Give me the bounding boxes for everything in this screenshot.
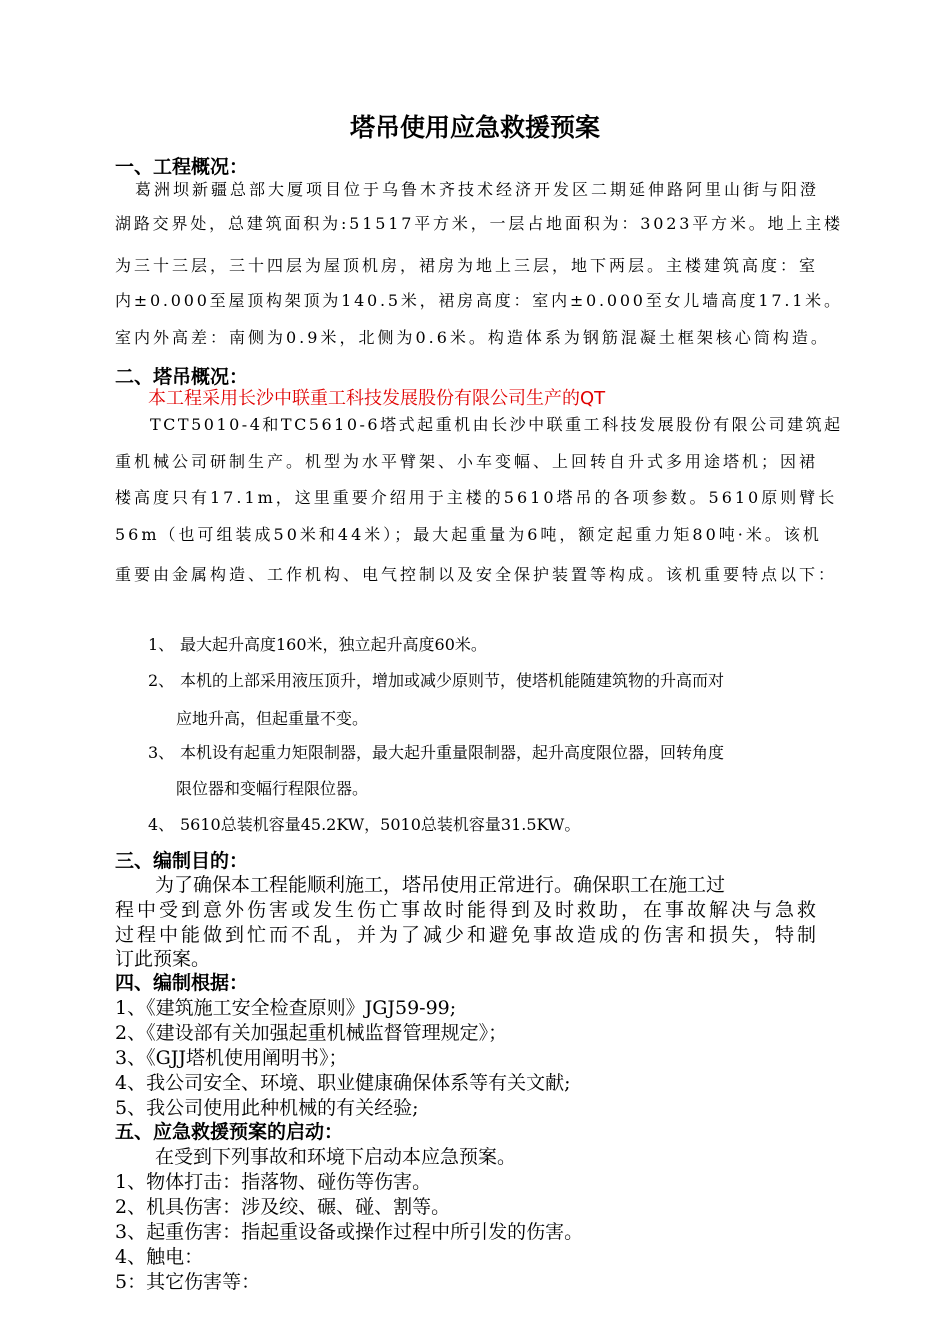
section-1-heading: 一、工程概况： (115, 156, 249, 178)
section-3-line: 程中受到意外伤害或发生伤亡事故时能得到及时救助，在事故解决与急救 (115, 899, 820, 921)
document-title: 塔吊使用应急救援预案 (349, 113, 600, 142)
section-3-line: 订此预案。 (115, 948, 211, 970)
list-item-text: 5610总装机容量45.2KW，5010总装机容量31.5KW。 (180, 815, 581, 834)
section-3-line: 过程中能做到忙而不乱，并为了减少和避免事故造成的伤害和损失，特制 (115, 924, 820, 946)
section-4-heading: 四、编制根据： (115, 972, 249, 994)
reference-item: 2、《建设部有关加强起重机械监督管理规定》； (115, 1022, 508, 1044)
list-item-number: 2、 (148, 671, 175, 690)
section-1-line: 室内外高差：南侧为0.9米，北侧为0.6米。构造体系为钢筋混凝土框架核心筒构造。 (115, 328, 830, 347)
reference-item: 3、《GJJ塔机使用阐明书》； (115, 1047, 348, 1069)
list-item-text: 限位器和变幅行程限位器。 (176, 779, 369, 798)
list-item-text: 本机的上部采用液压顶升，增加或减少原则节，使塔机能随建筑物的升高而对 (180, 671, 725, 690)
section-2-line: 56m（也可组装成50米和44米）；最大起重量为6吨，额定起重力矩80吨·米。该机 (115, 525, 822, 544)
list-item-text: 应地升高，但起重量不变。 (176, 709, 369, 728)
reference-item: 5、我公司使用此种机械的有关经验; (115, 1097, 419, 1119)
section-1-line: 湖路交界处，总建筑面积为:51517平方米，一层占地面积为：3023平方米。地上主楼 (115, 214, 843, 233)
section-2-line: 重机械公司研制生产。机型为水平臂架、小车变幅、上回转自升式多用途塔机；因裙 (115, 452, 819, 471)
section-5-line: 在受到下列事故和环境下启动本应急预案。 (155, 1146, 517, 1168)
list-item-number: 3、 (148, 743, 175, 762)
section-5-heading: 五、应急救援预案的启动： (115, 1121, 344, 1143)
section-3-heading: 三、编制目的： (115, 850, 249, 872)
section-5-line: 2、机具伤害：涉及绞、碾、碰、割等。 (115, 1196, 451, 1218)
reference-item: 4、我公司安全、环境、职业健康确保体系等有关文献; (115, 1072, 571, 1094)
section-3-line: 为了确保本工程能顺利施工，塔吊使用正常进行。确保职工在施工过 (155, 874, 726, 896)
section-2-line: TCT5010-4和TC5610-6塔式起重机由长沙中联重工科技发展股份有限公司建筑起 (150, 415, 843, 434)
section-2-line: 重要由金属构造、工作机构、电气控制以及安全保护装置等构成。该机重要特点以下： (115, 565, 838, 584)
list-item-number: 4、 (148, 815, 175, 834)
section-5-line: 1、物体打击：指落物、碰伤等伤害。 (115, 1171, 432, 1193)
section-2-heading: 二、塔吊概况： (115, 366, 249, 388)
list-item-text: 本机设有起重力矩限制器，最大起升重量限制器，起升高度限位器，回转角度 (180, 743, 725, 762)
section-1-line: 葛洲坝新疆总部大厦项目位于乌鲁木齐技术经济开发区二期延伸路阿里山街与阳澄 (135, 180, 820, 199)
list-item-number: 1、 (148, 635, 175, 654)
highlighted-line: 本工程采用长沙中联重工科技发展股份有限公司生产的QT (148, 388, 606, 409)
section-5-line: 4、触电： (115, 1246, 204, 1268)
section-1-line: 为三十三层，三十四层为屋顶机房，裙房为地上三层，地下两层。主楼建筑高度：室 (115, 256, 819, 275)
section-5-line: 5：其它伤害等： (115, 1271, 261, 1293)
reference-item: 1、《建筑施工安全检查原则》JGJ59-99; (115, 997, 457, 1019)
section-1-line: 内±0.000至屋顶构架顶为140.5米，裙房高度：室内±0.000至女儿墙高度17.1米。 (115, 291, 843, 310)
section-2-line: 楼高度只有17.1m，这里重要介绍用于主楼的5610塔吊的各项参数。5610原则臂长 (115, 488, 838, 507)
section-5-line: 3、起重伤害：指起重设备或操作过程中所引发的伤害。 (115, 1221, 584, 1243)
list-item-text: 最大起升高度160米，独立起升高度60米。 (180, 635, 487, 654)
